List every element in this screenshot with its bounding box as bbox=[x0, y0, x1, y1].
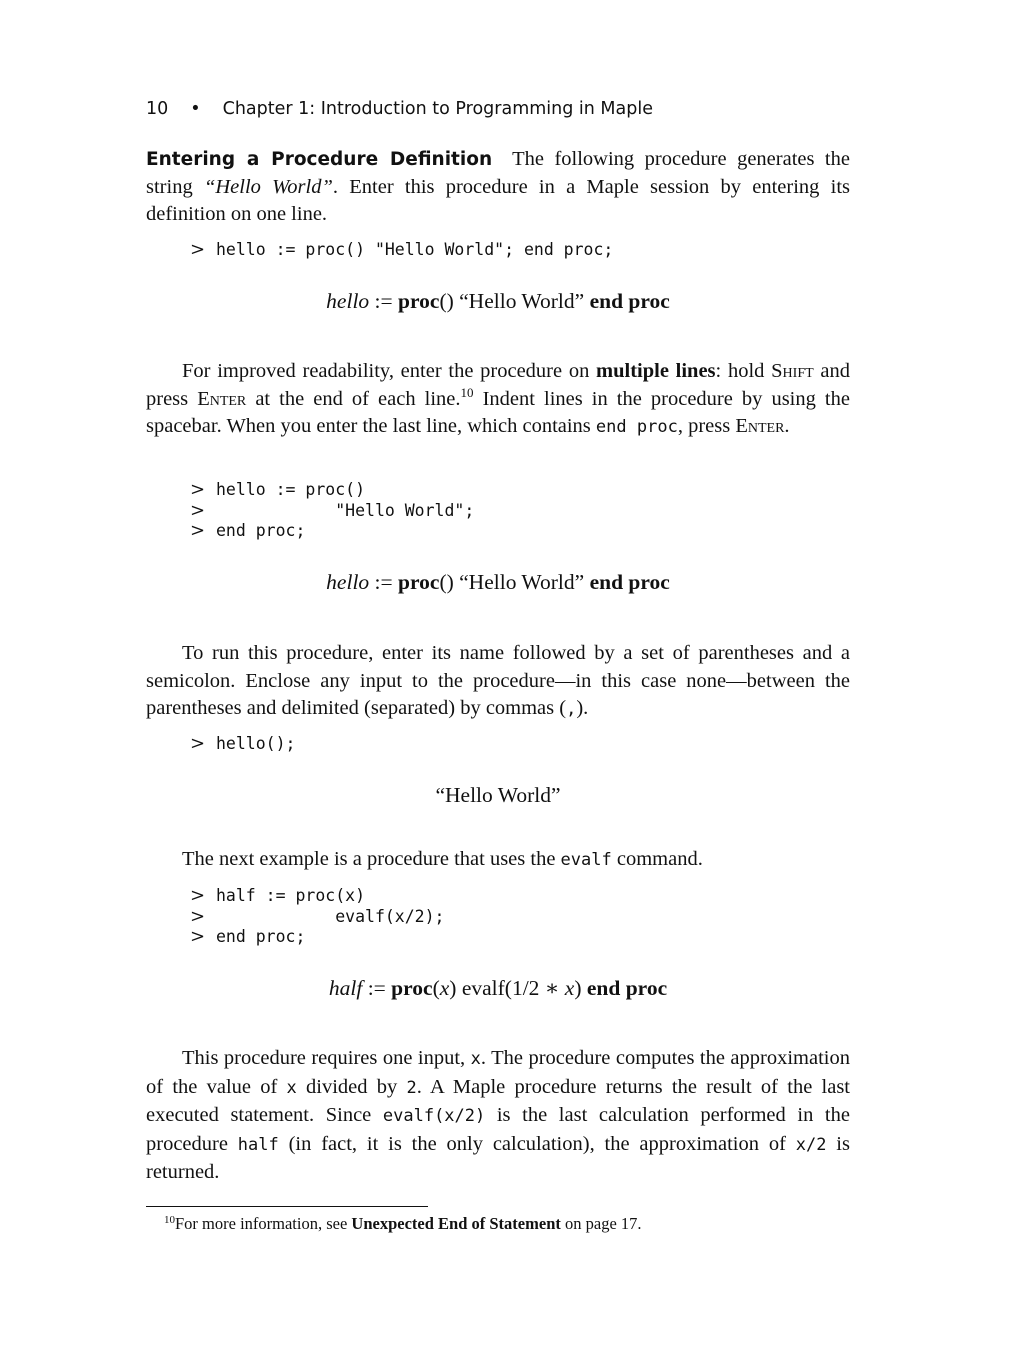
para4-text-2: command. bbox=[611, 848, 703, 870]
para5-text-5: is the last calculation performed in the procedure bbox=[146, 1104, 850, 1155]
code-line: evalf(x/2); bbox=[216, 906, 445, 926]
prompt-symbol: > bbox=[190, 905, 206, 927]
paragraph-multiple-lines bbox=[146, 358, 850, 442]
output-body-close: ) bbox=[574, 976, 587, 1000]
output-procedure-1 bbox=[146, 288, 850, 316]
paragraph-run-procedure bbox=[146, 640, 850, 724]
para2-text-7: . bbox=[784, 415, 790, 437]
footnote-reference: Unexpected End of Statement bbox=[351, 1214, 561, 1233]
para2-text-3: and press bbox=[146, 360, 850, 410]
footnote-text-1: For more information, see bbox=[175, 1214, 352, 1233]
code-line: hello(); bbox=[216, 734, 296, 753]
code-line: "Hello World"; bbox=[216, 500, 475, 520]
prompt-symbol: > bbox=[190, 926, 206, 947]
inline-code-x: x bbox=[286, 1077, 297, 1098]
code-line: hello := proc() bbox=[216, 480, 366, 499]
output-keyword-end: end proc bbox=[586, 976, 668, 1000]
inline-code-comma: , bbox=[566, 699, 577, 719]
output-assign: := bbox=[369, 570, 399, 594]
output-name: hello bbox=[326, 289, 370, 313]
prompt-symbol: > bbox=[190, 499, 206, 521]
output-parens: () bbox=[439, 289, 460, 313]
section-title: Entering a Procedure Definition bbox=[146, 149, 493, 170]
prompt-symbol: > bbox=[190, 239, 206, 260]
code-block-call-hello bbox=[190, 734, 295, 755]
running-header bbox=[146, 96, 653, 124]
code-line: end proc; bbox=[216, 927, 306, 946]
code-block-half bbox=[190, 886, 444, 948]
para3-text-1: To run this procedure, enter its name followed by a set of parentheses and a semicolon. Enclose any input to the procedure—in this case none—between the parentheses and delimited (separated) by commas ( bbox=[146, 642, 850, 719]
header-bullet: • bbox=[190, 99, 201, 119]
code-line: half := proc(x) bbox=[216, 886, 366, 905]
para4-text-1: The next example is a procedure that uses the bbox=[182, 848, 561, 870]
output-arg: x bbox=[439, 976, 450, 1000]
inline-code-x: x bbox=[470, 1049, 481, 1069]
output-assign: := bbox=[362, 976, 392, 1000]
para5-text-2: . The procedure computes the approximation of the value of bbox=[146, 1047, 850, 1098]
output-name: half bbox=[328, 976, 363, 1000]
code-block-multi-line-hello bbox=[190, 480, 474, 542]
enter-key: Enter bbox=[197, 387, 247, 410]
prompt-symbol: > bbox=[190, 885, 206, 906]
output-keyword-end: end proc bbox=[589, 570, 670, 594]
code-line: end proc; bbox=[216, 521, 306, 540]
para1-text-1: The following procedure generates the string bbox=[146, 148, 850, 198]
para2-text-2: : hold bbox=[715, 360, 772, 382]
hello-world-string: “Hello World” bbox=[203, 175, 333, 198]
output-procedure-half: half := proc(x) evalf(1/2 ∗ x) end proc bbox=[328, 976, 668, 1000]
code-line: hello := proc() "Hello World"; end proc; bbox=[216, 240, 614, 259]
output-arg: x bbox=[564, 976, 575, 1000]
output-keyword-proc: proc bbox=[391, 976, 433, 1000]
output-body: “Hello World” bbox=[459, 289, 590, 313]
para1-text-2: . Enter this procedure in a Maple session by entering its definition on one line. bbox=[146, 175, 850, 225]
para5-text-7: is returned. bbox=[146, 1132, 850, 1183]
paragraph-half-explanation bbox=[146, 1045, 850, 1187]
code-block-single-line bbox=[190, 240, 613, 261]
output-keyword-proc: proc bbox=[398, 570, 440, 594]
inline-code-2: 2 bbox=[406, 1077, 417, 1098]
output-hello-world bbox=[146, 782, 850, 810]
para5-text-3: divided by bbox=[296, 1075, 407, 1098]
chapter-title: Chapter 1: Introduction to Programming in Maple bbox=[222, 99, 653, 119]
footnote-rule bbox=[146, 1206, 428, 1207]
inline-code-x-over-2: x/2 bbox=[795, 1134, 827, 1155]
para2-text-5: Indent lines in the procedure by using the spacebar. When you enter the last line, which contains bbox=[146, 387, 850, 437]
shift-key: Shift bbox=[771, 360, 814, 382]
output-body: “Hello World” bbox=[459, 570, 590, 594]
output-text: “Hello World” bbox=[435, 783, 561, 807]
output-procedure-2 bbox=[146, 569, 850, 597]
para2-text-6: , press bbox=[677, 415, 736, 437]
output-body: ) evalf(1/2 ∗ bbox=[449, 976, 565, 1000]
para3-text-2: ). bbox=[576, 697, 589, 719]
paragraph-entering-procedure bbox=[146, 146, 850, 229]
output-parens: () bbox=[439, 570, 460, 594]
footnote-mark: 10 bbox=[164, 1214, 175, 1226]
inline-code-end-proc: end proc bbox=[595, 417, 678, 437]
para5-text-4: . A Maple procedure returns the result of the last executed statement. Since bbox=[146, 1075, 851, 1126]
inline-code-half: half bbox=[237, 1134, 279, 1155]
footnote bbox=[164, 1210, 642, 1238]
footnote-marker: 10 bbox=[460, 384, 474, 400]
para5-text-6: (in fact, it is the only calculation), the approximation of bbox=[278, 1132, 796, 1155]
inline-code-evalf-x2: evalf(x/2) bbox=[382, 1106, 486, 1126]
para5-text-1: This procedure requires one input, bbox=[182, 1047, 471, 1069]
para2-text-4: at the end of each line. bbox=[246, 387, 461, 410]
inline-code-evalf: evalf bbox=[560, 850, 612, 870]
paragraph-evalf-example bbox=[146, 846, 850, 875]
para2-text-1: For improved readability, enter the procedure on bbox=[182, 360, 597, 382]
prompt-symbol: > bbox=[190, 520, 206, 541]
prompt-symbol: > bbox=[190, 733, 206, 754]
multiple-lines-emphasis: multiple lines bbox=[596, 360, 716, 382]
output-keyword-end: end proc bbox=[589, 289, 670, 313]
output-assign: := bbox=[369, 289, 399, 313]
footnote-text-2: on page 17. bbox=[560, 1214, 642, 1233]
output-name: hello bbox=[326, 570, 370, 594]
prompt-symbol: > bbox=[190, 479, 206, 500]
page-number: 10 bbox=[146, 99, 169, 119]
enter-key: Enter bbox=[735, 415, 785, 437]
output-keyword-proc: proc bbox=[398, 289, 440, 313]
